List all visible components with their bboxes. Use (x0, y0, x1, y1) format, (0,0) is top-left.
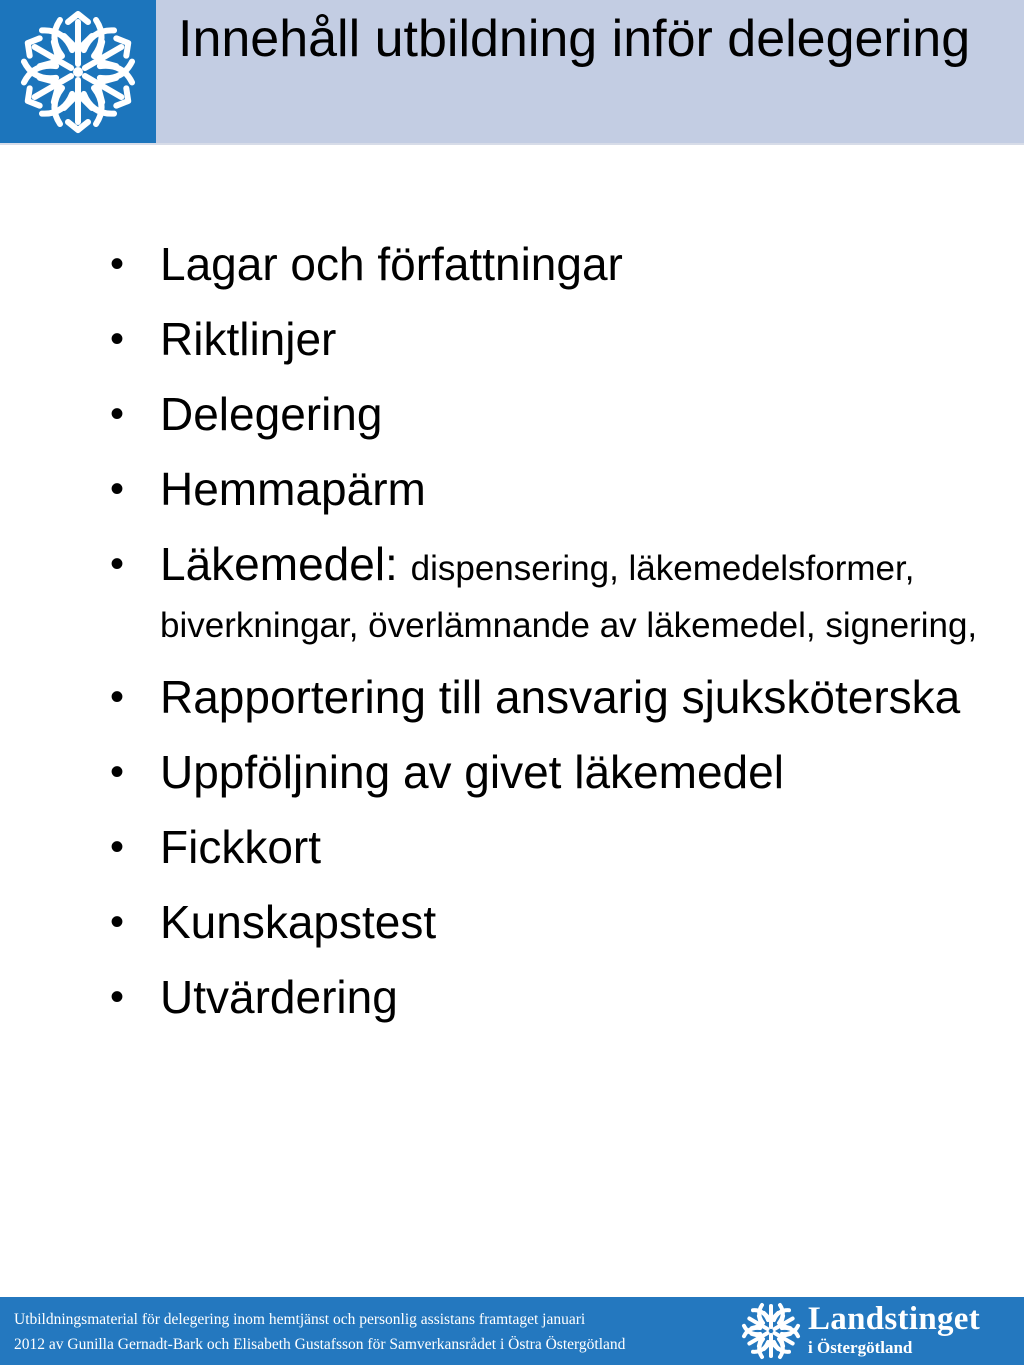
bullet-item: • Utvärdering (108, 969, 988, 1025)
bullet-detail: dispensering, läkemedelsformer, biverkningar, överlämnande av läkemedel, signering, (160, 549, 978, 645)
bullet-item: • Läkemedel: dispensering, läkemedelsformer, biverkningar, överlämnande av läkemedel, signering, (108, 536, 988, 650)
bullet-item: • Lagar och författningar (108, 236, 988, 292)
snowflake-logo-icon (738, 1299, 804, 1363)
brand-line-2: i Östergötland (808, 1338, 913, 1357)
bullet-item: • Uppföljning av givet läkemedel (108, 744, 988, 800)
bullet-item: • Hemmapärm (108, 461, 988, 517)
brand-line-1: Landstinget (808, 1301, 981, 1337)
bullet-item: • Delegering (108, 386, 988, 442)
brand-wordmark (808, 1301, 980, 1359)
bullet-list (108, 236, 988, 1044)
slide-footer (0, 1297, 1024, 1365)
bullet-item: • Fickkort (108, 819, 988, 875)
footer-line-2: 2012 av Gunilla Gernadt-Bark och Elisabeth Gustafsson för Samverkansrådet i Östra Östergötland (14, 1336, 626, 1353)
slide-title: Innehåll utbildning inför delegering (178, 10, 971, 68)
bullet-item: • Kunskapstest (108, 894, 988, 950)
bullet-item: • Rapportering till ansvarig sjuksköterska (108, 669, 988, 725)
footer-line-1: Utbildningsmaterial för delegering inom hemtjänst och personlig assistans framtaget januari (14, 1311, 586, 1328)
slide-header (0, 0, 1024, 145)
snowflake-logo-icon (12, 10, 144, 134)
bullet-item: • Riktlinjer (108, 311, 988, 367)
footer-credits (14, 1307, 774, 1357)
logo-panel (0, 0, 156, 143)
